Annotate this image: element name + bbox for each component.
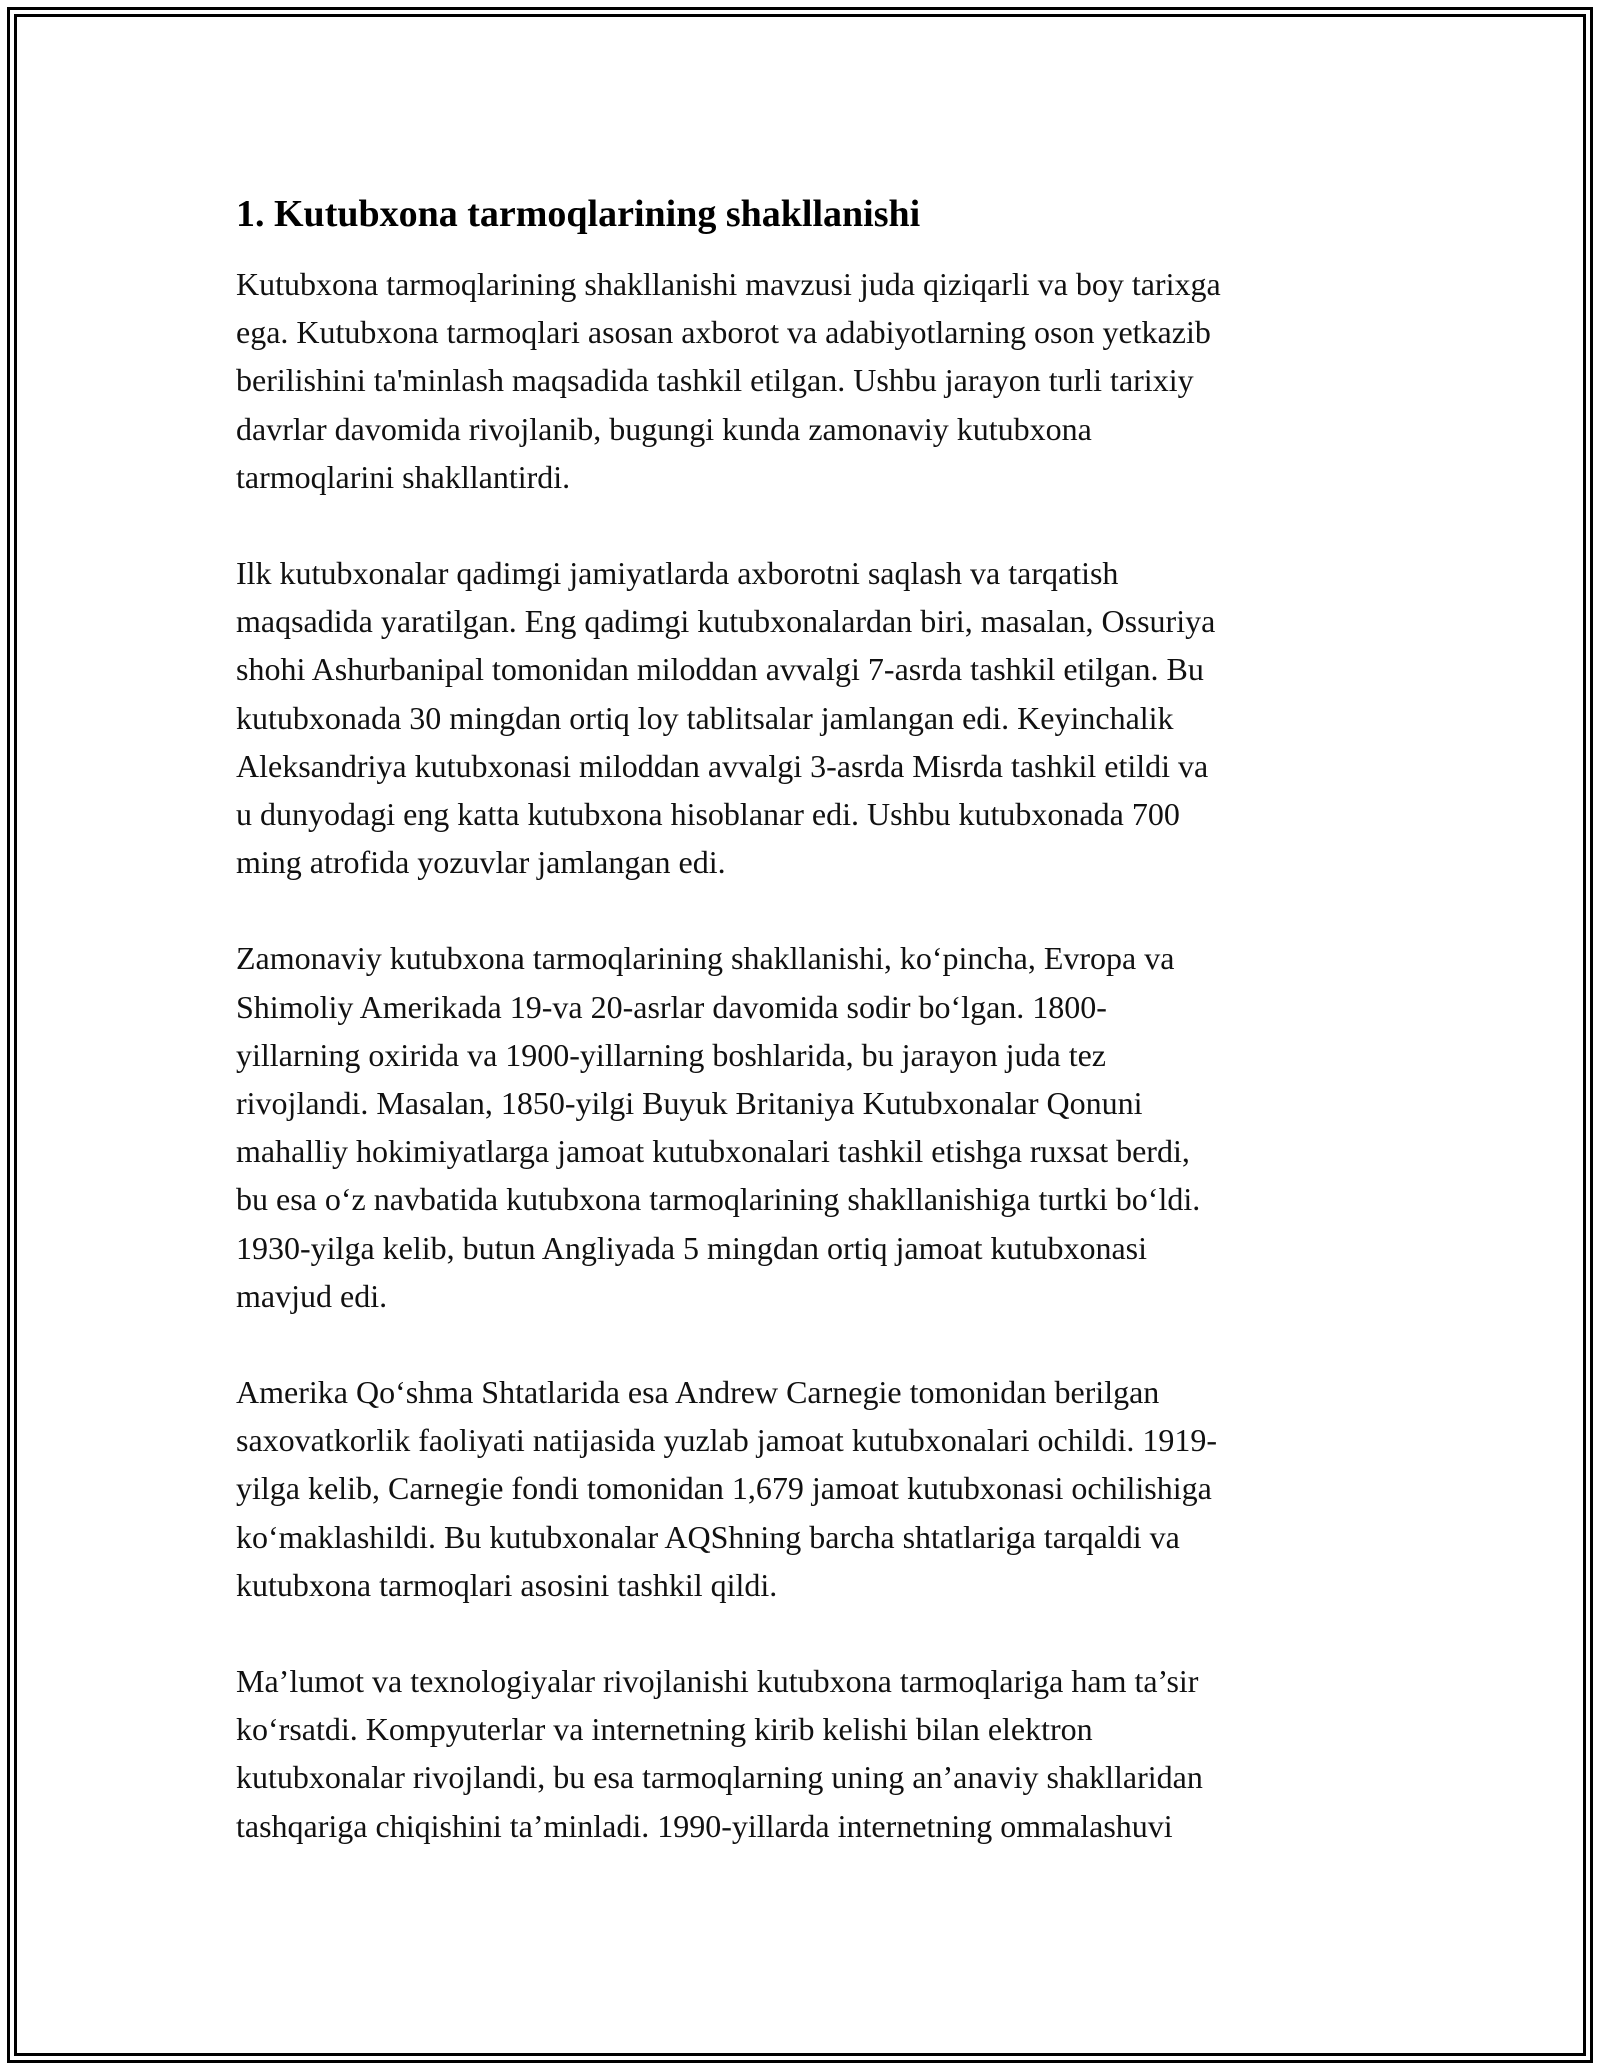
text-line: davrlar davomida rivojlanib, bugungi kunda zamonaviy kutubxona [236,410,1092,447]
text-line: maqsadida yaratilgan. Eng qadimgi kutubxonalardan biri, masalan, Ossuriya [236,603,1216,640]
text-line: Zamonaviy kutubxona tarmoqlarining shakllanishi, koʻpincha, Evropa va [236,940,1175,977]
text-line: tashqariga chiqishini ta’minladi. 1990-yillarda internetning ommalashuvi [236,1807,1173,1844]
text-line: Amerika Qoʻshma Shtatlarida esa Andrew Carnegie tomonidan berilgan [236,1374,1160,1411]
text-line: kutubxonalar rivojlandi, bu esa tarmoqlarning uning an’anaviy shakllaridan [236,1759,1203,1796]
paragraph-intro [236,260,1386,501]
text-line: mahalliy hokimiyatlarga jamoat kutubxonalari tashkil etishga ruxsat berdi, [236,1133,1190,1170]
paragraph-ancient-libraries [236,549,1386,886]
text-line: u dunyodagi eng katta kutubxona hisoblanar edi. Ushbu kutubxonada 700 [236,796,1180,833]
paragraph-technology [236,1657,1386,1850]
paragraph-modern-networks [236,934,1386,1320]
text-line: ega. Kutubxona tarmoqlari asosan axborot va adabiyotlarning oson yetkazib [236,314,1211,351]
text-line: bu esa oʻz navbatida kutubxona tarmoqlarining shakllanishiga turtki boʻldi. [236,1181,1201,1218]
text-line: mavjud edi. [236,1277,388,1314]
text-line: koʻmaklashildi. Bu kutubxonalar AQShning barcha shtatlariga tarqaldi va [236,1518,1180,1555]
text-line: berilishini ta'minlash maqsadida tashkil etilgan. Ushbu jarayon turli tarixiy [236,362,1194,399]
text-line: yillarning oxirida va 1900-yillarning boshlarida, bu jarayon juda tez [236,1036,1106,1073]
section-heading: 1. Kutubxona tarmoqlarining shakllanishi [236,193,921,235]
text-line: Ma’lumot va texnologiyalar rivojlanishi kutubxona tarmoqlariga ham ta’sir [236,1663,1199,1700]
text-line: koʻrsatdi. Kompyuterlar va internetning kirib kelishi bilan elektron [236,1711,1093,1748]
text-line: Ilk kutubxonalar qadimgi jamiyatlarda axborotni saqlash va tarqatish [236,555,1119,592]
text-line: kutubxona tarmoqlari asosini tashkil qildi. [236,1566,778,1603]
paragraph-usa-carnegie [236,1368,1386,1609]
text-line: Shimoliy Amerikada 19-va 20-asrlar davomida sodir boʻlgan. 1800- [236,988,1107,1025]
text-line: rivojlandi. Masalan, 1850-yilgi Buyuk Britaniya Kutubxonalar Qonuni [236,1085,1143,1122]
text-line: shohi Ashurbanipal tomonidan miloddan avvalgi 7-asrda tashkil etilgan. Bu [236,651,1204,688]
text-line: kutubxonada 30 mingdan ortiq loy tablitsalar jamlangan edi. Keyinchalik [236,699,1174,736]
text-line: yilga kelib, Carnegie fondi tomonidan 1,679 jamoat kutubxonasi ochilishiga [236,1470,1212,1507]
text-line: 1930-yilga kelib, butun Angliyada 5 mingdan ortiq jamoat kutubxonasi [236,1229,1147,1266]
text-line: Kutubxona tarmoqlarining shakllanishi mavzusi juda qiziqarli va boy tarixga [236,266,1221,302]
text-line: ming atrofida yozuvlar jamlangan edi. [236,844,726,881]
text-line: saxovatkorlik faoliyati natijasida yuzlab jamoat kutubxonalari ochildi. 1919- [236,1422,1218,1459]
text-line: tarmoqlarini shakllantirdi. [236,458,571,495]
text-line: Aleksandriya kutubxonasi miloddan avvalgi 3-asrda Misrda tashkil etildi va [236,747,1209,784]
document-body [236,188,1386,1850]
